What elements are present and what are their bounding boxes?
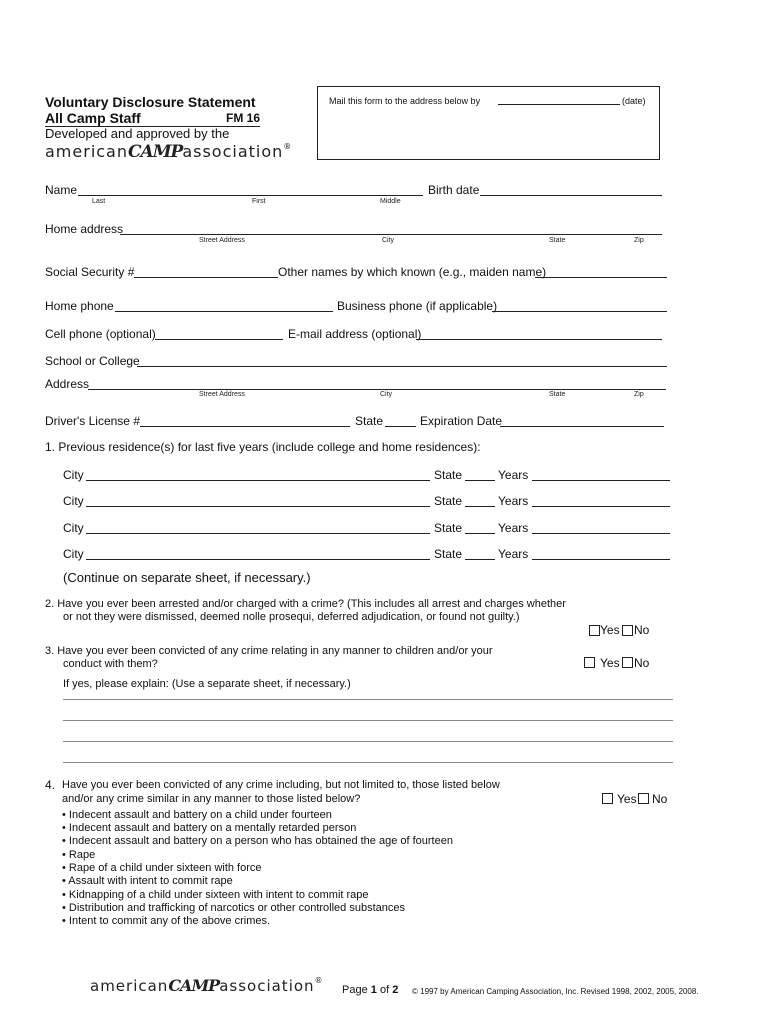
- birth-date-line[interactable]: [480, 195, 662, 196]
- aca-logo: americanCAMPassociation®: [45, 142, 293, 162]
- residence-state-line[interactable]: [465, 480, 495, 481]
- q3-yes-checkbox[interactable]: [584, 657, 595, 668]
- business-phone-label: Business phone (if applicable): [337, 299, 498, 313]
- residence-city-line[interactable]: [86, 480, 430, 481]
- email-line[interactable]: [416, 339, 662, 340]
- crime-list-item: • Indecent assault and battery on a person who has obtained the age of fourteen: [62, 835, 453, 847]
- q4-number: 4.: [45, 778, 56, 792]
- home-address-line[interactable]: [120, 234, 662, 235]
- residence-years-label: Years: [498, 547, 529, 561]
- copyright: © 1997 by American Camping Association, Inc. Revised 1998, 2002, 2005, 2008.: [412, 987, 699, 996]
- residence-city-label: City: [63, 521, 84, 535]
- page-number: Page 1 of 2: [342, 984, 399, 996]
- form-code: FM 16: [226, 111, 261, 125]
- expiration-label: Expiration Date: [420, 414, 503, 428]
- q4-yes-label: Yes: [617, 792, 637, 806]
- zip-sublabel: Zip: [634, 237, 644, 244]
- business-phone-line[interactable]: [492, 311, 667, 312]
- q2-line1: 2. Have you ever been arrested and/or charged with a crime? (This includes all arrest and charges whether: [45, 598, 566, 610]
- q3-no-checkbox[interactable]: [622, 657, 633, 668]
- residence-state-line[interactable]: [465, 506, 495, 507]
- residence-state-line[interactable]: [465, 559, 495, 560]
- q3-explain: If yes, please explain: (Use a separate sheet, if necessary.): [63, 678, 351, 690]
- city-sublabel: City: [382, 237, 395, 244]
- developed-text: Developed and approved by the: [45, 126, 230, 141]
- dl-state-label: State: [355, 414, 384, 428]
- form-subtitle: All Camp Staff: [45, 110, 141, 126]
- residence-city-label: City: [63, 468, 84, 482]
- residence-state-line[interactable]: [465, 533, 495, 534]
- explain-line[interactable]: [63, 741, 673, 742]
- q4-no-checkbox[interactable]: [638, 793, 649, 804]
- q4-yes-checkbox[interactable]: [602, 793, 613, 804]
- residence-state-label: State: [434, 494, 463, 508]
- residence-years-label: Years: [498, 468, 529, 482]
- school-address-label: Address: [45, 377, 90, 391]
- crime-list-item: • Indecent assault and battery on a child under fourteen: [62, 809, 332, 821]
- crime-list-item: • Intent to commit any of the above crimes.: [62, 915, 271, 927]
- state-sublabel: State: [549, 237, 566, 244]
- middle-sublabel: Middle: [380, 198, 401, 205]
- q4-line2: and/or any crime similar in any manner to those listed below?: [62, 793, 361, 805]
- school-street-sublabel: Street Address: [199, 391, 245, 398]
- birth-date-label: Birth date: [428, 183, 480, 197]
- school-label: School or College: [45, 354, 140, 368]
- footer-aca-logo: americanCAMPassociation®: [90, 976, 324, 995]
- q4-line1: Have you ever been convicted of any crime including, but not limited to, those listed below: [62, 779, 500, 791]
- crime-list-item: • Kidnapping of a child under sixteen with intent to commit rape: [62, 889, 369, 901]
- school-city-sublabel: City: [380, 391, 393, 398]
- residence-years-line[interactable]: [532, 480, 670, 481]
- school-zip-sublabel: Zip: [634, 391, 644, 398]
- street-sublabel: Street Address: [199, 237, 245, 244]
- residence-years-line[interactable]: [532, 506, 670, 507]
- crime-list-item: • Rape: [62, 849, 96, 861]
- q3-yes-label: Yes: [600, 656, 620, 670]
- crime-list-item: • Rape of a child under sixteen with force: [62, 862, 262, 874]
- school-state-sublabel: State: [549, 391, 566, 398]
- dl-state-line[interactable]: [385, 426, 416, 427]
- residence-state-label: State: [434, 468, 463, 482]
- crime-list-item: • Indecent assault and battery on a mentally retarded person: [62, 822, 357, 834]
- school-line[interactable]: [137, 366, 667, 367]
- residence-years-line[interactable]: [532, 559, 670, 560]
- explain-line[interactable]: [63, 720, 673, 721]
- other-names-label: Other names by which known (e.g., maiden name): [278, 265, 547, 279]
- first-sublabel: First: [252, 198, 266, 205]
- name-label: Name: [45, 183, 78, 197]
- q3-no-label: No: [634, 656, 650, 670]
- residence-years-label: Years: [498, 494, 529, 508]
- drivers-license-line[interactable]: [140, 426, 350, 427]
- q2-no-checkbox[interactable]: [622, 625, 633, 636]
- residence-years-line[interactable]: [532, 533, 670, 534]
- home-phone-line[interactable]: [115, 311, 333, 312]
- residence-years-label: Years: [498, 521, 529, 535]
- residence-city-line[interactable]: [86, 559, 430, 560]
- residence-city-label: City: [63, 547, 84, 561]
- residence-city-line[interactable]: [86, 533, 430, 534]
- q4-no-label: No: [652, 792, 668, 806]
- q3-line1: 3. Have you ever been convicted of any crime relating in any manner to children and/or your: [45, 645, 493, 657]
- email-label: E-mail address (optional): [288, 327, 422, 341]
- continue-note: (Continue on separate sheet, if necessary.): [63, 570, 311, 585]
- q3-line2: conduct with them?: [63, 658, 158, 670]
- residence-city-line[interactable]: [86, 506, 430, 507]
- explain-line[interactable]: [63, 699, 673, 700]
- name-line[interactable]: [78, 195, 423, 196]
- residence-state-label: State: [434, 521, 463, 535]
- home-address-label: Home address: [45, 222, 124, 236]
- school-address-line[interactable]: [88, 389, 666, 390]
- q1-text: 1. Previous residence(s) for last five years (include college and home residences):: [45, 440, 481, 454]
- home-phone-label: Home phone: [45, 299, 114, 313]
- q2-no-label: No: [634, 623, 650, 637]
- form-title: Voluntary Disclosure Statement: [45, 94, 256, 110]
- ssn-line[interactable]: [134, 277, 278, 278]
- q2-yes-label: Yes: [600, 623, 620, 637]
- ssn-label: Social Security #: [45, 265, 135, 279]
- explain-line[interactable]: [63, 762, 673, 763]
- other-names-line[interactable]: [535, 277, 667, 278]
- residence-city-label: City: [63, 494, 84, 508]
- mail-text: Mail this form to the address below by: [329, 96, 481, 106]
- mail-date-line[interactable]: [498, 104, 620, 105]
- drivers-license-label: Driver's License #: [45, 414, 140, 428]
- cell-phone-label: Cell phone (optional): [45, 327, 156, 341]
- crime-list-item: • Assault with intent to commit rape: [62, 875, 233, 887]
- mail-date-label: (date): [622, 96, 646, 106]
- last-sublabel: Last: [92, 198, 106, 205]
- cell-phone-line[interactable]: [155, 339, 283, 340]
- expiration-line[interactable]: [500, 426, 664, 427]
- q2-line2: or not they were dismissed, deemed nolle prosequi, deferred adjudication, or found not guilty.): [63, 611, 520, 623]
- crime-list-item: • Distribution and trafficking of narcotics or other controlled substances: [62, 902, 405, 914]
- residence-state-label: State: [434, 547, 463, 561]
- q2-yes-checkbox[interactable]: [589, 625, 600, 636]
